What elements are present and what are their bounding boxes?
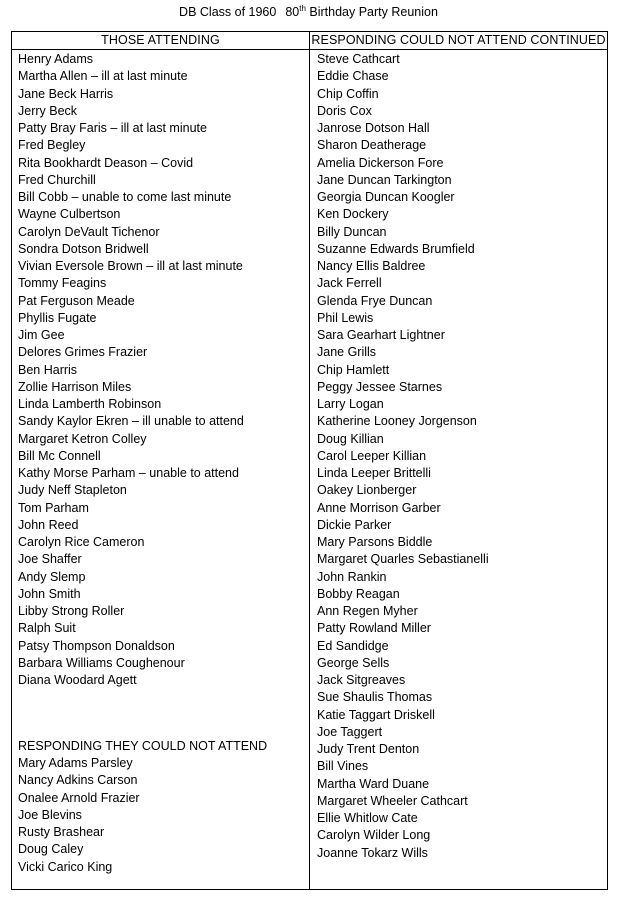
list-item: Sara Gearhart Lightner [317,328,445,342]
list-item: Bill Cobb – unable to come last minute [18,190,232,204]
list-item: Rita Bookhardt Deason – Covid [18,155,194,170]
list-item: Jane Beck Harris [18,86,114,101]
heading-could-not-attend: RESPONDING THEY COULD NOT ATTEND [18,739,268,753]
list-item: John Smith [18,586,81,601]
list-item: Jim Gee [18,328,65,342]
list-item: Jack Ferrell [317,276,382,291]
list-item: Joanne Tokarz Wills [317,845,428,860]
list-item: Libby Strong Roller [18,604,125,618]
list-item: Linda Leeper Brittelli [317,466,431,480]
list-item: Wayne Culbertson [18,207,121,222]
list-item: Ann Regen Myher [317,604,418,618]
list-item: Eddie Chase [317,69,389,84]
list-item: Fred Begley [18,138,86,153]
list-item: Joe Shaffer [18,552,82,567]
list-item: Carol Leeper Killian [317,448,427,463]
list-item: Kathy Morse Parham – unable to attend [18,466,239,480]
header-rule [12,49,607,50]
list-item: Judy Trent Denton [317,742,420,756]
list-item: Ellie Whitlow Cate [317,811,418,825]
list-item: Doug Caley [18,842,84,857]
list-item: Vicki Carico King [18,859,113,874]
title-suffix: th [299,4,306,13]
list-item: John Rankin [317,569,387,584]
list-item: Martha Allen – ill at last minute [18,69,188,84]
list-item: Phyllis Fugate [18,310,97,325]
list-item: Doris Cox [317,103,372,118]
list-item: Joe Blevins [18,807,82,822]
list-item: Carolyn DeVault Tichenor [18,224,160,239]
list-item: Oakey Lionberger [317,483,417,498]
list-item: Anne Morrison Garber [317,500,441,515]
list-item: Doug Killian [317,431,384,446]
list-item: Barbara Williams Coughenour [18,655,185,670]
list-item: John Reed [18,517,79,532]
not-attending-list [18,755,140,876]
list-item: Glenda Frye Duncan [317,293,433,308]
list-item: Henry Adams [18,52,94,66]
list-item: Judy Neff Stapleton [18,483,127,498]
list-item: Phil Lewis [317,310,374,325]
list-item: Margaret Quarles Sebastianelli [317,552,489,567]
list-item: Ed Sandidge [317,638,389,653]
not-attending-continued-list [317,51,489,862]
page-title [0,4,617,20]
list-item: Mary Parsons Biddle [317,535,433,549]
attending-list [18,51,244,689]
list-item: Nancy Adkins Carson [18,773,138,788]
list-item: Delores Grimes Frazier [18,345,148,360]
list-item: Patsy Thompson Donaldson [18,638,175,653]
list-item: Bobby Reagan [317,586,400,601]
list-item: Vivian Eversole Brown – ill at last minute [18,259,243,273]
list-item: Tommy Feagins [18,276,107,291]
list-item: Mary Adams Parsley [18,756,133,770]
list-item: Nancy Ellis Baldree [317,259,426,273]
list-item: Amelia Dickerson Fore [317,155,444,170]
list-item: Ralph Suit [18,621,76,636]
list-item: Suzanne Edwards Brumfield [317,241,475,256]
list-item: Georgia Duncan Koogler [317,190,455,204]
list-item: Zollie Harrison Miles [18,379,132,394]
header-could-not-attend-continued: RESPONDING COULD NOT ATTEND CONTINUED [311,33,606,47]
list-item: Jane Duncan Tarkington [317,172,452,187]
title-class: DB Class of 1960 [179,5,277,19]
list-item: Sue Shaulis Thomas [317,690,433,705]
list-item: Sondra Dotson Bridwell [18,241,149,256]
list-item: Linda Lamberth Robinson [18,397,162,411]
list-item: Larry Logan [317,397,384,411]
list-item: Ken Dockery [317,207,389,222]
title-event: Birthday Party Reunion [309,5,438,19]
list-item: Chip Hamlett [317,362,390,377]
list-item: Andy Slemp [18,569,86,584]
list-item: Joe Taggert [317,724,383,739]
list-item: Martha Ward Duane [317,776,430,791]
list-item: Jerry Beck [18,103,78,118]
list-item: Rusty Brashear [18,825,105,839]
list-item: Jack Sitgreaves [317,673,406,687]
list-item: Carolyn Rice Cameron [18,535,145,549]
header-those-attending: THOSE ATTENDING [101,33,220,47]
list-item: Peggy Jessee Starnes [317,379,443,394]
list-item: Onalee Arnold Frazier [18,790,140,805]
list-item: Fred Churchill [18,172,96,187]
list-item: Patty Rowland Miller [317,621,431,636]
list-item: Katherine Looney Jorgenson [317,414,477,429]
column-divider [309,32,310,889]
list-item: Patty Bray Faris – ill at last minute [18,121,207,135]
list-item: Chip Coffin [317,86,379,101]
list-item: Steve Cathcart [317,52,400,66]
list-item: Jane Grills [317,345,377,360]
list-item: Katie Taggart Driskell [317,707,435,722]
list-item: Sandy Kaylor Ekren – ill unable to attend [18,414,244,429]
attendance-table [11,31,608,890]
title-number: 80 [285,5,300,19]
list-item: Carolyn Wilder Long [317,828,431,843]
list-item: Ben Harris [18,362,78,377]
list-item: Bill Vines [317,759,369,774]
list-item: Bill Mc Connell [18,448,101,463]
list-item: Janrose Dotson Hall [317,121,430,135]
list-item: Dickie Parker [317,517,392,532]
list-item: Tom Parham [18,500,89,515]
list-item: Billy Duncan [317,224,387,239]
list-item: Pat Ferguson Meade [18,293,135,308]
list-item: Sharon Deatherage [317,138,427,153]
list-item: Margaret Ketron Colley [18,431,147,446]
list-item: George Sells [317,655,390,670]
list-item: Margaret Wheeler Cathcart [317,793,468,808]
list-item: Diana Woodard Agett [18,673,137,687]
